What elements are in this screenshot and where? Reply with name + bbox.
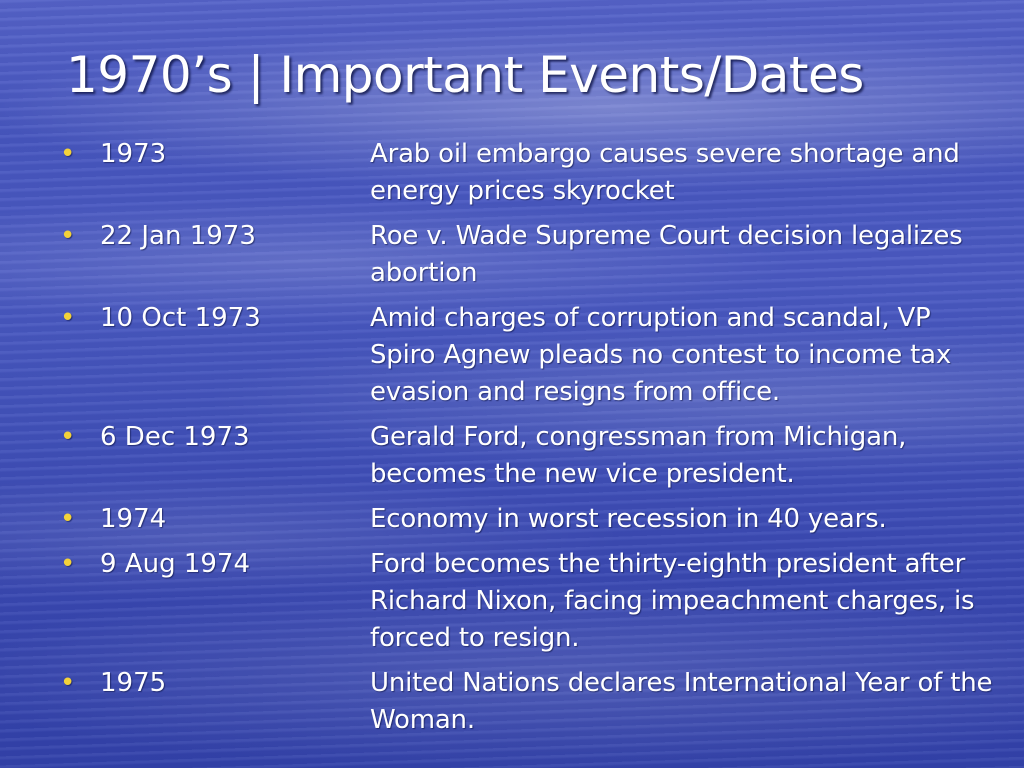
list-item (60, 419, 1010, 493)
slide-title: 1970’s | Important Events/Dates (66, 46, 864, 104)
event-date: 6 Dec 1973 (100, 422, 250, 452)
event-date: 10 Oct 1973 (100, 303, 261, 333)
list-item (60, 501, 1010, 538)
event-date: 22 Jan 1973 (100, 221, 256, 251)
bullet-icon: • (60, 303, 76, 333)
list-item (60, 546, 1010, 657)
list-item (60, 300, 1010, 411)
event-description: Arab oil embargo causes severe shortage and energy prices skyrocket (370, 139, 960, 206)
list-item (60, 218, 1010, 292)
bullet-icon: • (60, 549, 76, 579)
list-item (60, 665, 1010, 739)
event-description: Gerald Ford, congressman from Michigan, becomes the new vice president. (370, 422, 907, 489)
bullet-icon: • (60, 668, 76, 698)
event-description: Amid charges of corruption and scandal, VP Spiro Agnew pleads no contest to income tax evasion and resigns from office. (370, 303, 952, 407)
event-description: Ford becomes the thirty-eighth president after Richard Nixon, facing impeachment charges, is forced to resign. (370, 549, 975, 653)
event-date: 9 Aug 1974 (100, 549, 251, 579)
event-list (60, 136, 1010, 747)
list-item (60, 136, 1010, 210)
bullet-icon: • (60, 139, 76, 169)
event-date: 1973 (100, 139, 167, 169)
bullet-icon: • (60, 504, 76, 534)
event-date: 1974 (100, 504, 167, 534)
event-description: Economy in worst recession in 40 years. (370, 504, 887, 534)
event-description: United Nations declares International Year of the Woman. (370, 668, 993, 735)
event-date: 1975 (100, 668, 167, 698)
bullet-icon: • (60, 221, 76, 251)
event-description: Roe v. Wade Supreme Court decision legalizes abortion (370, 221, 963, 288)
bullet-icon: • (60, 422, 76, 452)
